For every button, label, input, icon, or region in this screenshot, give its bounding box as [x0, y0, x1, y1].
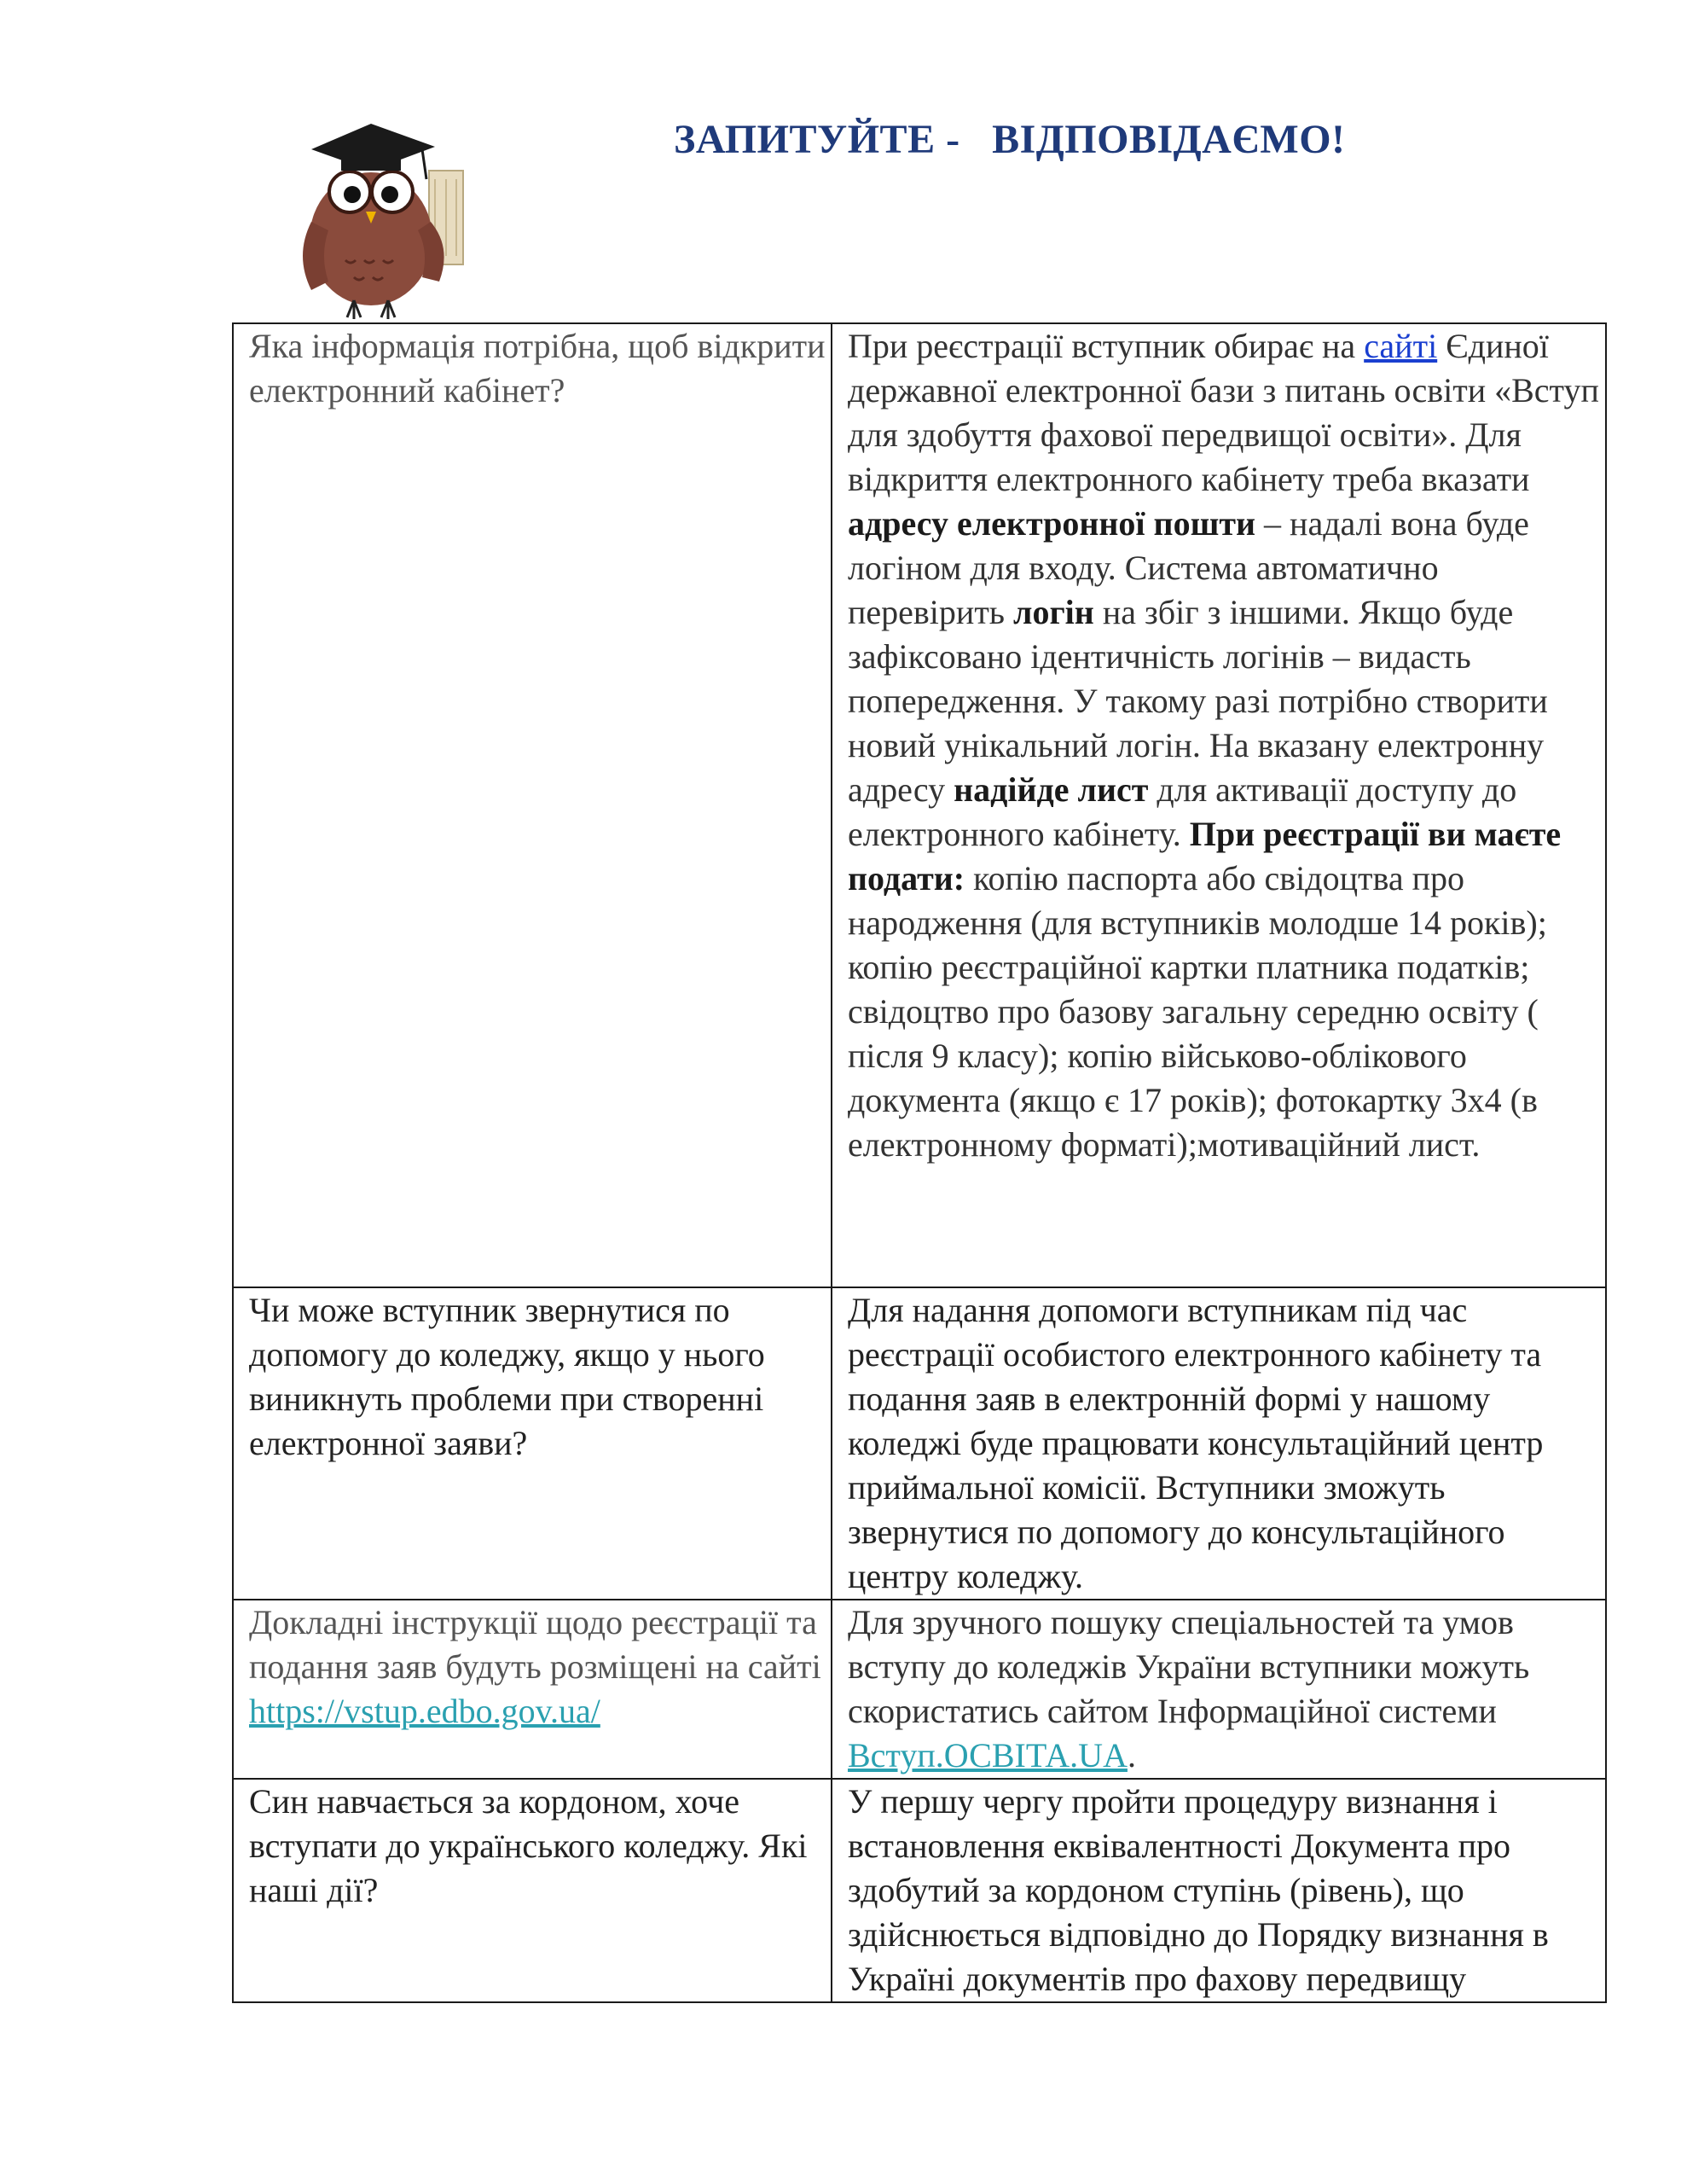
answer-cell: Для зручного пошуку спеціальностей та умов вступу до коледжів України вступники можуть скористатись сайтом Інформаційної системи Вступ.ОСВІТА.UA.	[832, 1600, 1606, 1779]
qa-table	[232, 322, 1607, 2003]
answer-text: При реєстрації вступник обирає на сайті Єдиної державної електронної бази з питань освіти «Вступ для здобуття фахової передвищої освіти». Для відкриття електронного кабінету треба вказати адресу електронної пошти – надалі вона буде логіном для входу. Система автоматично перевірить логін на збіг з іншими. Якщо буде зафіксовано ідентичність логінів – видасть попередження. У такому разі потрібно створити новий унікальний логін. На вказану електронну адресу надійде лист для активації доступу до електронного кабінету. При реєстрації ви маєте подати: копію паспорта або свідоцтва про народження (для вступників молодше 14 років); копію реєстраційної картки платника податків; свідоцтво про базову загальну середню освіту ( після 9 класу); копію військово-облікового документа (якщо є 17 років); фотокартку 3х4 (в електронному форматі);мотиваційний лист.	[848, 327, 1599, 1164]
table-row	[233, 1779, 1606, 2002]
vstup-edbo-link[interactable]: https://vstup.edbo.gov.ua/	[249, 1692, 600, 1730]
vstup-osvita-link[interactable]: Вступ.ОСВІТА.UA	[848, 1736, 1128, 1774]
question-cell: Докладні інструкції щодо реєстрації та подання заяв будуть розміщені на сайті https://vstup.edbo.gov.ua/	[233, 1600, 832, 1779]
answer-cell	[832, 323, 1606, 1287]
table-row	[233, 323, 1606, 1287]
site-link[interactable]: сайті	[1364, 327, 1438, 365]
owl-with-graduation-cap-icon	[286, 111, 473, 324]
answer-cell: Для надання допомоги вступникам під час реєстрації особистого електронного кабінету та подання заяв в електронній формі у нашому коледжі буде працювати консультаційний центр приймальної комісії. Вступники зможуть звернутися по допомогу до консультаційного центру коледжу.	[832, 1287, 1606, 1600]
question-cell: Син навчається за кордоном, хоче вступати до українського коледжу. Які наші дії?	[233, 1779, 832, 2002]
table-row	[233, 1287, 1606, 1600]
page-title: ЗАПИТУЙТЕ - ВІДПОВІДАЄМО!	[674, 117, 1346, 162]
question-cell: Яка інформація потрібна, щоб відкрити електронний кабінет?	[233, 323, 832, 1287]
table-row	[233, 1600, 1606, 1779]
question-cell: Чи може вступник звернутися по допомогу до коледжу, якщо у нього виникнуть проблеми при створенні електронної заяви?	[233, 1287, 832, 1600]
answer-cell: У першу чергу пройти процедуру визнання і встановлення еквівалентності Документа про здобутий за кордоном ступінь (рівень), що здійснюється відповідно до Порядку визнання в Україні документів про фахову передвищу	[832, 1779, 1606, 2002]
